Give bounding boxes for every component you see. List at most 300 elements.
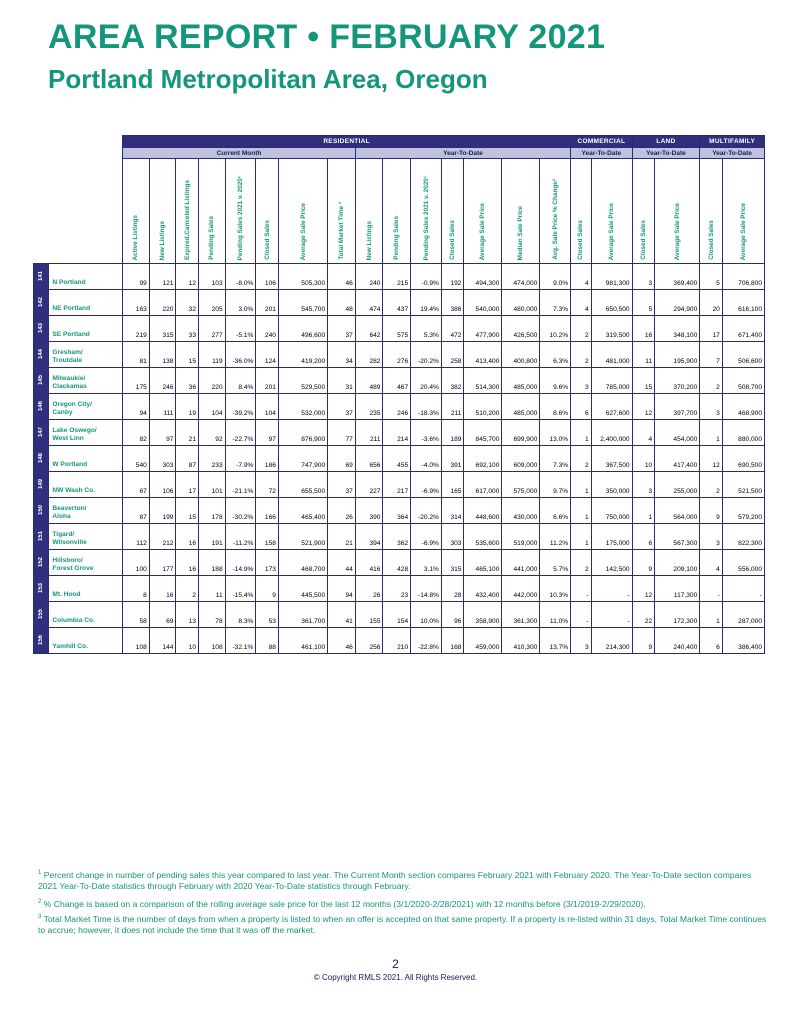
table-cell: 246	[383, 394, 411, 420]
table-cell: 432,400	[464, 576, 502, 602]
column-header-label: Pending Sales 2021 v. 2020¹	[422, 175, 430, 260]
table-cell: 1	[571, 420, 592, 446]
table-cell: 28	[441, 576, 464, 602]
table-cell: 9	[632, 550, 655, 576]
section-multifamily: MULTIFAMILY	[700, 136, 765, 148]
table-cell: 69	[149, 602, 176, 628]
table-cell: 23	[383, 576, 411, 602]
subsection-multifamily-ytd: Year-To-Date	[700, 148, 765, 159]
table-cell: 981,300	[591, 264, 632, 290]
table-cell: 240	[256, 316, 279, 342]
table-cell: 494,300	[464, 264, 502, 290]
column-header-label: Average Sale Price	[739, 202, 747, 260]
column-header	[278, 159, 327, 264]
table-cell: 10	[176, 628, 199, 654]
area-code	[34, 524, 49, 550]
table-cell: 26	[328, 498, 356, 524]
table-cell: 391	[441, 446, 464, 472]
table-cell: 92	[199, 420, 226, 446]
table-cell: 468,900	[722, 394, 764, 420]
table-cell: -32.1%	[225, 628, 256, 654]
table-cell: 10	[632, 446, 655, 472]
table-cell: 9.0%	[540, 264, 571, 290]
table-cell: 106	[256, 264, 279, 290]
table-cell: 535,600	[464, 524, 502, 550]
table-cell: -8.0%	[225, 264, 256, 290]
column-header	[700, 159, 723, 264]
report-subtitle: Portland Metropolitan Area, Oregon	[48, 64, 488, 94]
table-cell: -3.6%	[411, 420, 442, 446]
table-cell: -36.0%	[225, 342, 256, 368]
column-header	[355, 159, 383, 264]
subsection-current-month: Current Month	[123, 148, 356, 159]
table-cell: 319,500	[591, 316, 632, 342]
table-cell: 532,000	[278, 394, 327, 420]
table-cell: 106	[149, 472, 176, 498]
area-code-label: 155	[38, 609, 45, 620]
table-cell: 3	[632, 472, 655, 498]
table-cell: 209,100	[655, 550, 700, 576]
table-cell: 101	[199, 472, 226, 498]
column-header-label: Closed Sales	[639, 220, 647, 260]
table-cell: 256	[355, 628, 383, 654]
table-cell: 350,000	[591, 472, 632, 498]
table-cell: 1	[571, 524, 592, 550]
area-code	[34, 394, 49, 420]
table-cell: 277	[199, 316, 226, 342]
table-cell: 465,100	[464, 550, 502, 576]
table-cell: 650,500	[591, 290, 632, 316]
table-cell: 386	[441, 290, 464, 316]
table-cell: -39.2%	[225, 394, 256, 420]
table-cell: -18.3%	[411, 394, 442, 420]
table-cell: 448,600	[464, 498, 502, 524]
table-cell: 53	[256, 602, 279, 628]
area-name: Yamhill Co.	[49, 628, 123, 654]
table-cell: 215	[383, 264, 411, 290]
table-cell: 5	[700, 264, 723, 290]
table-cell: 19	[176, 394, 199, 420]
table-cell: 428	[383, 550, 411, 576]
table-cell: 314	[441, 498, 464, 524]
table-cell: 163	[123, 290, 150, 316]
area-name: NE Portland	[49, 290, 123, 316]
footnote-text: % Change is based on a comparison of the rolling average sale price for the last 12 months (3/1/2020-2/28/2021) with 12 months before (3/1/2019-2/29/2020).	[43, 898, 646, 909]
table-cell: 521,900	[278, 524, 327, 550]
table-cell: 214,300	[591, 628, 632, 654]
copyright: © Copyright RMLS 2021. All Rights Reserved.	[313, 973, 478, 982]
table-cell: 7.3%	[540, 290, 571, 316]
area-code-label: 150	[38, 505, 45, 516]
table-cell: 480,000	[502, 290, 540, 316]
table-cell: 69	[328, 446, 356, 472]
table-cell: 175	[123, 368, 150, 394]
table-cell: 9.7%	[540, 472, 571, 498]
table-cell: 97	[256, 420, 279, 446]
footnote-text: Total Market Time is the number of days from when a property is listed to when an offer is accepted on that same property. If a property is re-listed within 31 days, Total Market Time continues to accrue; however, it does not include the time that it was off the market.	[38, 913, 767, 935]
table-cell: 521,500	[722, 472, 764, 498]
table-cell: 1	[632, 498, 655, 524]
area-code-label: 142	[38, 297, 45, 308]
table-cell: 276	[383, 342, 411, 368]
table-cell: 155	[355, 602, 383, 628]
table-cell: 99	[123, 264, 150, 290]
table-cell: 361,300	[502, 602, 540, 628]
table-cell: 144	[149, 628, 176, 654]
column-header-label: Expired.Canceled Listings	[183, 180, 191, 260]
column-header-label: Average Sale Price	[608, 202, 616, 260]
column-header	[591, 159, 632, 264]
table-cell: 303	[441, 524, 464, 550]
table-cell: 367,500	[591, 446, 632, 472]
table-cell: 17	[700, 316, 723, 342]
table-cell: 258	[441, 342, 464, 368]
table-cell: 220	[199, 368, 226, 394]
table-cell: 168	[441, 628, 464, 654]
column-header-label: Average Sale Price	[299, 202, 307, 260]
table-cell: 186	[256, 446, 279, 472]
table-cell: 7	[700, 342, 723, 368]
column-header	[199, 159, 226, 264]
table-cell: 6	[700, 628, 723, 654]
table-cell: 690,500	[722, 446, 764, 472]
area-name: Oregon City/ Canby	[49, 394, 123, 420]
table-cell: 48	[328, 290, 356, 316]
area-code-label: 146	[38, 401, 45, 412]
table-row	[34, 394, 765, 420]
table-cell: 219	[123, 316, 150, 342]
column-header	[540, 159, 571, 264]
table-cell: 7.3%	[540, 446, 571, 472]
column-header-label: Average Sale Price	[479, 202, 487, 260]
column-header	[328, 159, 356, 264]
table-cell: 467	[383, 368, 411, 394]
table-cell: 21	[328, 524, 356, 550]
table-row	[34, 550, 765, 576]
table-cell: 16	[149, 576, 176, 602]
table-cell: -6.9%	[411, 524, 442, 550]
table-cell: 642	[355, 316, 383, 342]
table-cell: 540,000	[464, 290, 502, 316]
table-cell: 627,600	[591, 394, 632, 420]
column-header-label: Closed Sales	[449, 220, 457, 260]
table-cell: 9	[700, 498, 723, 524]
table-row	[34, 498, 765, 524]
table-row	[34, 342, 765, 368]
footnote	[38, 912, 768, 936]
table-cell: 315	[441, 550, 464, 576]
table-cell: 5.3%	[411, 316, 442, 342]
table-cell: 119	[199, 342, 226, 368]
column-header	[502, 159, 540, 264]
area-code	[34, 264, 49, 290]
table-cell: 88	[256, 628, 279, 654]
table-cell: 441,000	[502, 550, 540, 576]
table-cell: 2	[176, 576, 199, 602]
table-cell: 397,700	[655, 394, 700, 420]
table-cell: 124	[256, 342, 279, 368]
table-cell: 16	[176, 524, 199, 550]
column-header-label: Median Sale Price	[517, 205, 525, 260]
area-code-label: 153	[38, 583, 45, 594]
table-cell: 165	[441, 472, 464, 498]
table-cell: 217	[383, 472, 411, 498]
table-cell: 3	[571, 628, 592, 654]
table-cell: 358,900	[464, 602, 502, 628]
table-cell: 227	[355, 472, 383, 498]
table-cell: 9	[256, 576, 279, 602]
table-cell: 370,200	[655, 368, 700, 394]
column-header	[123, 159, 150, 264]
table-cell: 510,200	[464, 394, 502, 420]
area-code-label: 145	[38, 375, 45, 386]
table-cell: 455	[383, 446, 411, 472]
area-code-label: 144	[38, 349, 45, 360]
table-row	[34, 602, 765, 628]
table-row	[34, 420, 765, 446]
table-cell: 31	[328, 368, 356, 394]
table-cell: 1	[700, 602, 723, 628]
table-cell: 111	[149, 394, 176, 420]
table-cell: 5	[632, 290, 655, 316]
column-header	[722, 159, 764, 264]
table-cell: 10.2%	[540, 316, 571, 342]
table-cell: 108	[123, 628, 150, 654]
table-cell: 477,900	[464, 316, 502, 342]
table-cell: 8.6%	[540, 394, 571, 420]
column-header-label: Total Market Time ³	[337, 202, 345, 260]
footnote	[38, 897, 768, 910]
table-cell: 37	[328, 472, 356, 498]
column-header-label: Active Listings	[132, 214, 140, 260]
column-header	[441, 159, 464, 264]
table-cell: 36	[176, 368, 199, 394]
table-cell: 564,000	[655, 498, 700, 524]
table-cell: 416	[355, 550, 383, 576]
table-cell: 616,100	[722, 290, 764, 316]
table-cell: 12	[632, 576, 655, 602]
table-cell: 430,000	[502, 498, 540, 524]
table-cell: -21.1%	[225, 472, 256, 498]
table-cell: -	[591, 602, 632, 628]
section-commercial: COMMERCIAL	[571, 136, 633, 148]
table-cell: 8.4%	[225, 368, 256, 394]
table-cell: 880,000	[722, 420, 764, 446]
table-cell: 410,300	[502, 628, 540, 654]
table-cell: 191	[199, 524, 226, 550]
area-name: NW Wash Co.	[49, 472, 123, 498]
subsection-land-ytd: Year-To-Date	[632, 148, 700, 159]
table-cell: 108	[199, 628, 226, 654]
subsection-residential-ytd: Year-To-Date	[355, 148, 570, 159]
table-row	[34, 316, 765, 342]
table-cell: 400,800	[502, 342, 540, 368]
area-name: Gresham/ Troutdale	[49, 342, 123, 368]
table-cell: 10.3%	[540, 576, 571, 602]
table-cell: 413,400	[464, 342, 502, 368]
table-cell: 692,100	[464, 446, 502, 472]
table-cell: 3.0%	[225, 290, 256, 316]
area-code-label: 152	[38, 557, 45, 568]
table-cell: 94	[328, 576, 356, 602]
table-cell: 545,700	[278, 290, 327, 316]
table-cell: 3	[700, 524, 723, 550]
area-code-label: 147	[38, 427, 45, 438]
table-cell: 529,500	[278, 368, 327, 394]
table-cell: 747,900	[278, 446, 327, 472]
table-cell: 417,400	[655, 446, 700, 472]
table-cell: 3.1%	[411, 550, 442, 576]
table-row	[34, 576, 765, 602]
area-code	[34, 602, 49, 628]
table-cell: 166	[256, 498, 279, 524]
table-cell: 15	[176, 342, 199, 368]
table-cell: 822,300	[722, 524, 764, 550]
table-cell: 2	[571, 342, 592, 368]
table-cell: -6.9%	[411, 472, 442, 498]
area-code	[34, 368, 49, 394]
table-cell: 2	[700, 368, 723, 394]
column-header-label: New Listings	[365, 220, 373, 260]
table-cell: 315	[149, 316, 176, 342]
area-code	[34, 342, 49, 368]
table-cell: 785,000	[591, 368, 632, 394]
table-cell: 9	[632, 628, 655, 654]
table-cell: 390	[355, 498, 383, 524]
table-cell: 11.2%	[540, 524, 571, 550]
table-cell: 58	[123, 602, 150, 628]
table-cell: 706,800	[722, 264, 764, 290]
table-cell: 94	[123, 394, 150, 420]
area-code	[34, 290, 49, 316]
table-cell: 474	[355, 290, 383, 316]
table-cell: 437	[383, 290, 411, 316]
table-cell: 233	[199, 446, 226, 472]
footnote-mark: 3	[38, 914, 42, 920]
table-cell: 201	[256, 368, 279, 394]
table-cell: 442,000	[502, 576, 540, 602]
table-cell: -	[700, 576, 723, 602]
table-cell: 16	[632, 316, 655, 342]
table-cell: 201	[256, 290, 279, 316]
table-row	[34, 628, 765, 654]
table-cell: 386,400	[722, 628, 764, 654]
table-cell: 205	[199, 290, 226, 316]
table-cell: 6	[632, 524, 655, 550]
area-code-label: 156	[38, 635, 45, 646]
column-header	[383, 159, 411, 264]
table-cell: 4	[700, 550, 723, 576]
table-cell: -14.9%	[225, 550, 256, 576]
table-row	[34, 446, 765, 472]
table-cell: 617,000	[464, 472, 502, 498]
table-cell: 103	[199, 264, 226, 290]
area-code-label: 143	[38, 323, 45, 334]
table-cell: 294,900	[655, 290, 700, 316]
table-cell: 210	[383, 628, 411, 654]
table-cell: 454,000	[655, 420, 700, 446]
column-header-label: Closed Sales	[263, 220, 271, 260]
table-cell: 33	[176, 316, 199, 342]
table-cell: 154	[383, 602, 411, 628]
column-header-label: Closed Sales	[577, 220, 585, 260]
table-cell: 419,200	[278, 342, 327, 368]
area-code	[34, 576, 49, 602]
area-code	[34, 420, 49, 446]
table-cell: 158	[256, 524, 279, 550]
table-cell: 15	[632, 368, 655, 394]
table-cell: 2	[700, 472, 723, 498]
table-cell: -14.8%	[411, 576, 442, 602]
table-cell: 394	[355, 524, 383, 550]
table-cell: -	[571, 576, 592, 602]
table-cell: 46	[328, 628, 356, 654]
table-cell: 579,200	[722, 498, 764, 524]
table-cell: -	[571, 602, 592, 628]
column-header	[256, 159, 279, 264]
column-header-label: Average Sale Price	[673, 202, 681, 260]
table-cell: 11	[632, 342, 655, 368]
table-cell: 192	[441, 264, 464, 290]
table-cell: 211	[355, 420, 383, 446]
table-cell: 121	[149, 264, 176, 290]
table-cell: 41	[328, 602, 356, 628]
table-cell: 382	[441, 368, 464, 394]
table-cell: 15	[176, 498, 199, 524]
table-cell: 12	[632, 394, 655, 420]
table-cell: 172,300	[655, 602, 700, 628]
area-name: Columbia Co.	[49, 602, 123, 628]
table-cell: 177	[149, 550, 176, 576]
column-header	[411, 159, 442, 264]
table-cell: 468,700	[278, 550, 327, 576]
table-cell: 87	[176, 446, 199, 472]
table-cell: 5.7%	[540, 550, 571, 576]
area-code-label: 141	[38, 271, 45, 282]
table-cell: 575	[383, 316, 411, 342]
area-name: Tigard/ Wilsonville	[49, 524, 123, 550]
table-row	[34, 368, 765, 394]
table-row	[34, 472, 765, 498]
table-cell: 514,300	[464, 368, 502, 394]
table-cell: 220	[149, 290, 176, 316]
table-cell: 845,700	[464, 420, 502, 446]
area-code-label: 148	[38, 453, 45, 464]
table-cell: 461,100	[278, 628, 327, 654]
table-cell: 20	[700, 290, 723, 316]
table-cell: 46	[328, 264, 356, 290]
table-cell: 369,400	[655, 264, 700, 290]
area-code-label: 149	[38, 479, 45, 490]
table-cell: 609,000	[502, 446, 540, 472]
footnote-mark: 1	[38, 870, 42, 876]
area-name: Hillsboro/ Forest Grove	[49, 550, 123, 576]
table-cell: 8	[123, 576, 150, 602]
footnote-mark: 2	[38, 899, 42, 905]
table-cell: 212	[149, 524, 176, 550]
table-cell: 485,000	[502, 368, 540, 394]
table-cell: 104	[199, 394, 226, 420]
table-cell: 3	[632, 264, 655, 290]
table-cell: 199	[149, 498, 176, 524]
table-cell: 361,700	[278, 602, 327, 628]
table-cell: -	[722, 576, 764, 602]
column-header	[571, 159, 592, 264]
table-cell: 32	[176, 290, 199, 316]
table-cell: 77	[328, 420, 356, 446]
table-cell: 445,500	[278, 576, 327, 602]
table-cell: 876,900	[278, 420, 327, 446]
